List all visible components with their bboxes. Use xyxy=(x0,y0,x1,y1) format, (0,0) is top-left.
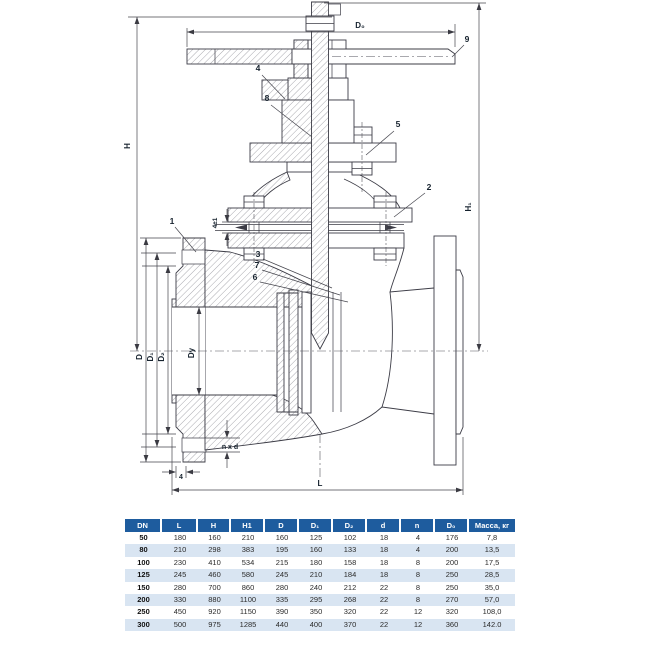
table-cell: 700 xyxy=(208,582,221,592)
table-cell: 245 xyxy=(162,569,198,581)
table-cell: 280 xyxy=(173,582,187,592)
table-cell: 390 xyxy=(275,607,289,617)
label-gap: 4±1 xyxy=(212,217,219,229)
table-cell: 320 xyxy=(445,607,459,617)
table-cell: 22 xyxy=(367,594,401,606)
cell-dn: 150 xyxy=(137,582,150,592)
body-flange-right xyxy=(328,233,404,248)
table-cell: 534 xyxy=(241,557,255,567)
table-cell: 18 xyxy=(367,544,401,556)
table-cell: 330 xyxy=(162,594,198,606)
table-cell: 108,0 xyxy=(482,607,502,617)
callout-8: 8 xyxy=(264,93,270,103)
callout-4: 4 xyxy=(255,63,261,73)
table-cell: 383 xyxy=(231,544,265,556)
table-cell: 400 xyxy=(299,619,333,631)
table-cell: 160 xyxy=(208,533,221,542)
table-cell: 350 xyxy=(309,607,323,617)
seat-ring xyxy=(277,293,284,412)
table-cell: 160 xyxy=(275,533,289,542)
table-row xyxy=(125,557,515,569)
bonnet-flange-left xyxy=(228,208,312,222)
body-right-outline xyxy=(390,248,434,292)
table-row xyxy=(125,569,515,581)
table-cell: 125 xyxy=(309,533,323,542)
col-header-l: L xyxy=(162,519,198,532)
cell-dn: 200 xyxy=(125,594,162,606)
col-header-d0: D₀ xyxy=(435,519,469,532)
table-cell: 500 xyxy=(162,619,198,631)
table-cell: 4 xyxy=(415,533,421,542)
col-header-n: n xyxy=(401,519,435,532)
callout-5: 5 xyxy=(395,119,401,129)
table-cell: 200 xyxy=(445,557,459,567)
table-cell: 12 xyxy=(401,619,435,631)
gland-flange-left xyxy=(250,143,312,162)
table-row xyxy=(125,544,515,556)
label-D2: D₂ xyxy=(157,352,166,362)
table-cell: 22 xyxy=(379,582,389,592)
cell-dn: 80 xyxy=(125,544,162,556)
label-face: 4 xyxy=(179,474,183,481)
callout-1: 1 xyxy=(169,216,175,226)
table-cell: 335 xyxy=(265,594,299,606)
table-cell: 210 xyxy=(299,569,333,581)
cell-dn: 50 xyxy=(139,533,148,542)
table-cell: 250 xyxy=(435,569,469,581)
label-H1: H₁ xyxy=(464,202,473,212)
table-cell: 7,8 xyxy=(486,533,498,542)
table-cell: 4 xyxy=(401,544,435,556)
table-cell: 975 xyxy=(198,619,231,631)
valve-section-geometry xyxy=(169,2,463,465)
label-D1: D₁ xyxy=(146,352,155,362)
table-cell: 13,5 xyxy=(469,544,515,556)
table-cell: 28,5 xyxy=(469,569,515,581)
col-header-h1: H1 xyxy=(231,519,265,532)
table-cell: 295 xyxy=(299,594,333,606)
spec-table-body xyxy=(125,532,515,631)
table-cell: 210 xyxy=(241,533,255,542)
body-flange-left xyxy=(228,233,312,248)
bonnet-flange-right xyxy=(328,208,412,222)
table-row xyxy=(125,532,515,544)
callout-9: 9 xyxy=(464,34,470,44)
cell-dn: 300 xyxy=(125,619,162,631)
table-row xyxy=(125,619,515,631)
table-cell: 22 xyxy=(379,607,389,617)
table-cell: 8 xyxy=(415,557,421,567)
label-L: L xyxy=(317,479,323,488)
table-cell: 360 xyxy=(435,619,469,631)
table-cell: 240 xyxy=(309,582,323,592)
dimensions-spec-table xyxy=(125,519,515,631)
col-header-d: D xyxy=(265,519,299,532)
table-cell: 200 xyxy=(435,544,469,556)
gate-wedge xyxy=(289,290,298,415)
table-cell: 102 xyxy=(343,533,357,542)
table-row xyxy=(125,594,515,606)
cell-dn: 250 xyxy=(137,607,150,617)
col-header-d2: D₂ xyxy=(333,519,367,532)
table-cell: 17,5 xyxy=(484,557,500,567)
table-cell: 212 xyxy=(343,582,357,592)
table-cell: 180 xyxy=(309,557,323,567)
callout-3: 3 xyxy=(255,249,261,259)
table-cell: 1285 xyxy=(231,619,265,631)
table-cell: 215 xyxy=(275,557,289,567)
table-cell: 210 xyxy=(162,544,198,556)
table-cell: 410 xyxy=(208,557,221,567)
table-cell: 270 xyxy=(435,594,469,606)
table-cell: 440 xyxy=(265,619,299,631)
callout-6: 6 xyxy=(252,272,258,282)
gasket-left xyxy=(235,225,247,231)
table-cell: 1100 xyxy=(231,594,265,606)
table-cell: 460 xyxy=(198,569,231,581)
table-cell: 18 xyxy=(379,533,389,542)
col-header-dn: DN xyxy=(125,519,162,532)
left-flange-bolt-hole-bottom xyxy=(182,438,206,452)
col-header-d-sm: d xyxy=(367,519,401,532)
table-row xyxy=(125,582,515,594)
cell-dn: 125 xyxy=(125,569,162,581)
table-cell: 880 xyxy=(198,594,231,606)
callout-2: 2 xyxy=(426,182,432,192)
table-cell: 320 xyxy=(343,607,357,617)
label-D: D xyxy=(135,354,144,360)
right-flange xyxy=(434,236,456,465)
table-cell: 8 xyxy=(401,569,435,581)
table-cell: 158 xyxy=(343,557,357,567)
table-cell: 230 xyxy=(173,557,187,567)
table-cell: 184 xyxy=(333,569,367,581)
table-header-row xyxy=(125,519,515,532)
table-cell: 35,0 xyxy=(484,582,500,592)
table-cell: 142.0 xyxy=(469,619,515,631)
table-cell: 920 xyxy=(208,607,221,617)
gasket-right xyxy=(385,225,397,231)
table-cell: 268 xyxy=(333,594,367,606)
table-cell: 57,0 xyxy=(469,594,515,606)
table-cell: 22 xyxy=(367,619,401,631)
table-cell: 298 xyxy=(198,544,231,556)
table-cell: 18 xyxy=(367,569,401,581)
handwheel-left xyxy=(187,49,292,64)
table-cell: 1150 xyxy=(239,607,257,617)
table-cell: 450 xyxy=(173,607,187,617)
dim-D2-line xyxy=(142,266,176,434)
table-cell: 8 xyxy=(401,594,435,606)
table-cell: 133 xyxy=(333,544,367,556)
label-D0: D₀ xyxy=(355,21,365,30)
left-flange-bolt-hole-top xyxy=(182,250,206,264)
cell-dn: 100 xyxy=(137,557,150,567)
right-flange-raised-face xyxy=(456,270,463,434)
table-cell: 580 xyxy=(231,569,265,581)
table-row xyxy=(125,606,515,618)
col-header-mass: Масса, кг xyxy=(469,519,515,532)
col-header-d1: D₁ xyxy=(299,519,333,532)
table-cell: 195 xyxy=(265,544,299,556)
label-nxd: n x d xyxy=(221,444,239,451)
table-cell: 250 xyxy=(445,582,459,592)
table-cell: 245 xyxy=(265,569,299,581)
label-H: H xyxy=(123,143,132,149)
table-cell: 280 xyxy=(275,582,289,592)
table-cell: 160 xyxy=(299,544,333,556)
table-cell: 370 xyxy=(333,619,367,631)
callout-7: 7 xyxy=(254,260,260,270)
col-header-h: H xyxy=(198,519,231,532)
label-Dy: Dy xyxy=(187,347,196,359)
table-cell: 18 xyxy=(379,557,389,567)
table-cell: 860 xyxy=(241,582,255,592)
table-cell: 176 xyxy=(445,533,459,542)
table-cell: 180 xyxy=(173,533,187,542)
table-cell: 12 xyxy=(413,607,423,617)
table-cell: 8 xyxy=(415,582,421,592)
